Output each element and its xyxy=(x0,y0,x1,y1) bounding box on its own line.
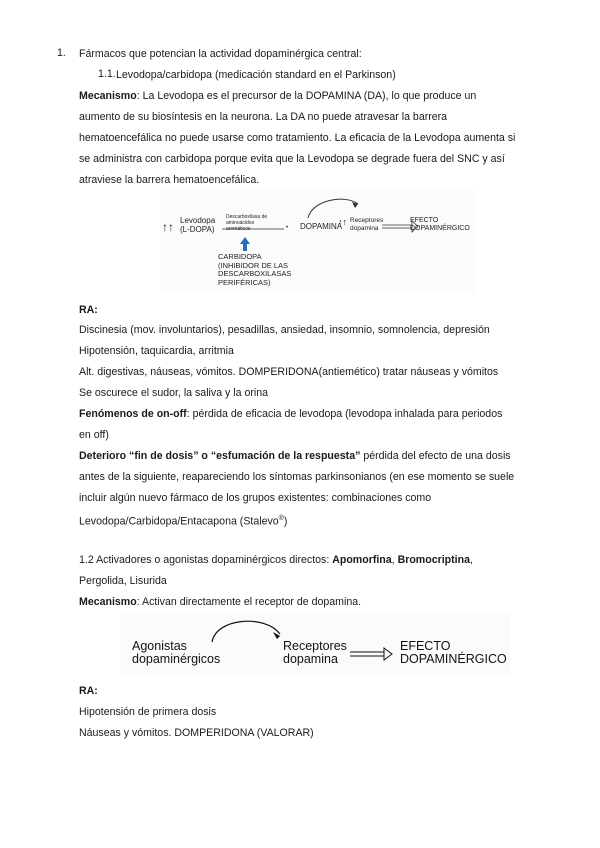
enzyme-label: Descarboxilasa de aminoácidos aromáticos xyxy=(226,214,268,232)
ra-line: Alt. digestivas, náuseas, vómitos. DOMPERIDONA(antiemético) tratar náuseas y vómitos xyxy=(79,366,499,378)
double-arrow-head xyxy=(384,648,392,660)
carbidopa-up-arrow xyxy=(240,237,250,244)
mecanismo-paragraph-line: hematoencefálica no puede usarse como tratamiento. La eficacia de la Levodopa aumenta si xyxy=(79,132,516,144)
mecanismo-label: Mecanismo xyxy=(79,90,137,102)
mecanismo-paragraph-line: aumento de su biosíntesis en la neurona. La DA no puede atravesar la barrera xyxy=(79,111,448,123)
ra-heading: RA: xyxy=(79,685,98,697)
list-number: 1. xyxy=(57,47,66,59)
receptores-label: Receptores dopamina xyxy=(350,217,384,232)
arrows-up-icon: ↑↑ xyxy=(338,217,347,227)
agonist-pathway-diagram xyxy=(120,612,510,674)
onoff-paragraph xyxy=(79,407,502,421)
deterioro-label: Deterioro “fin de dosis” o “esfumación de la respuesta” xyxy=(79,450,361,462)
deterioro-close: ) xyxy=(283,515,288,528)
subsection-heading: Levodopa/carbidopa (medicación standard en el Parkinson) xyxy=(116,69,396,81)
dot-icon: • xyxy=(286,225,289,231)
onoff-label: Fenómenos de on-off xyxy=(79,408,187,420)
efecto-label: EFECTO DOPAMINÉRGICO xyxy=(400,639,507,666)
deterioro-paragraph-line: antes de la siguiente, reapareciendo los síntomas parkinsonianos (en ese momento se suele xyxy=(79,471,515,483)
ra-line: Se oscurece el sudor, la saliva y la orina xyxy=(79,387,269,399)
carbidopa-label: CARBIDOPA (INHIBIDOR DE LAS DESCARBOXILASAS PERIFÉRICAS) xyxy=(218,252,292,287)
mecanismo-paragraph-line xyxy=(79,89,476,103)
onoff-text: : pérdida de eficacia de levodopa (levodopa inhalada para periodos xyxy=(186,408,503,420)
subsection-prefix: 1.2 Activadores o agonistas dopaminérgicos directos: xyxy=(79,554,333,566)
mecanismo-label: Mecanismo xyxy=(79,596,137,608)
carbidopa-arrow-stem xyxy=(243,244,247,251)
ra-heading: RA: xyxy=(79,304,98,316)
separator: , xyxy=(469,554,473,566)
efecto-label: EFECTO DOPAMINÉRGICO xyxy=(410,217,470,232)
drug-name: Bromocriptina xyxy=(397,554,470,566)
section-heading: Fármacos que potencian la actividad dopaminérgica central: xyxy=(79,48,362,60)
ra-line: Náuseas y vómitos. DOMPERIDONA (VALORAR) xyxy=(79,727,314,739)
deterioro-paragraph-line xyxy=(79,512,287,529)
sublist-number: 1.1. xyxy=(98,68,116,80)
levodopa-pathway-diagram xyxy=(160,190,475,292)
agonistas-label: Agonistas dopaminérgicos xyxy=(132,639,221,666)
deterioro-paragraph xyxy=(79,449,511,463)
ra-line: Hipotensión de primera dosis xyxy=(79,706,217,718)
drug-name: Apomorfina xyxy=(332,554,392,566)
arrows-up-icon: ↑↑ xyxy=(162,220,174,234)
deterioro-paragraph-line: incluir algún nuevo fármaco de los grupos existentes: combinaciones como xyxy=(79,492,432,504)
dopamina-label: DOPAMINA xyxy=(300,222,343,231)
curved-arrow xyxy=(212,621,280,642)
mecanismo-paragraph-line: atraviese la barrera hematoencefálica. xyxy=(79,174,260,186)
levodopa-label: Levodopa (L-DOPA) xyxy=(180,216,216,234)
curved-arrow xyxy=(308,199,358,218)
mecanismo-paragraph-line: se administra con carbidopa porque evita que la Levodopa se degrade fuera del SNC y así xyxy=(79,153,505,165)
pathway-arrows xyxy=(160,190,475,292)
subsection-line: Pergolida, Lisurida xyxy=(79,575,167,587)
ra-line: Hipotensión, taquicardia, arritmia xyxy=(79,345,234,357)
deterioro-text: pérdida del efecto de una dosis xyxy=(360,450,511,462)
deterioro-combination: Levodopa/Carbidopa/Entacapona (Stalevo xyxy=(79,515,279,528)
subsection-heading-12 xyxy=(79,553,473,567)
registered-mark: ® xyxy=(278,515,284,522)
receptores-label: Receptores dopamina xyxy=(283,639,347,666)
separator: , xyxy=(391,554,398,566)
ra-line: Discinesia (mov. involuntarios), pesadillas, ansiedad, insomnio, somnolencia, depresión xyxy=(79,324,490,336)
mecanismo-text: : Activan directamente el receptor de dopamina. xyxy=(136,596,362,608)
mecanismo2-paragraph xyxy=(79,595,361,609)
onoff-paragraph-line: en off) xyxy=(79,429,109,441)
mecanismo-text: : La Levodopa es el precursor de la DOPAMINA (DA), lo que produce un xyxy=(136,90,477,102)
